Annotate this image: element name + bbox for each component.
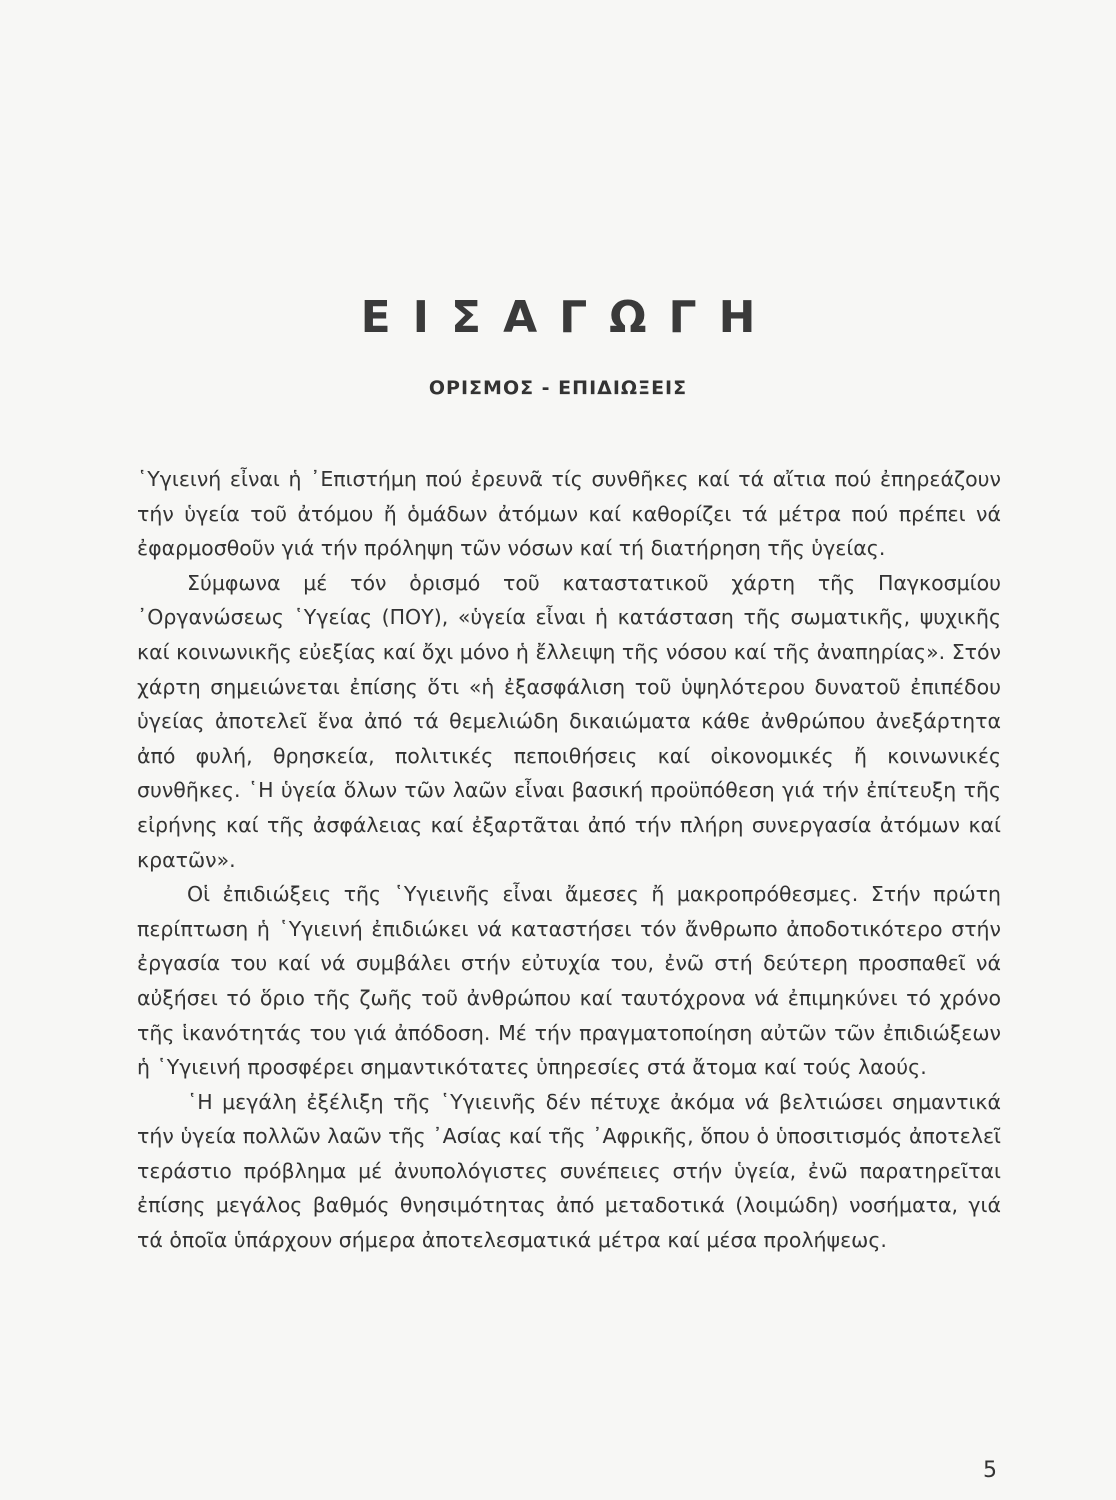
paragraph-definition: ῾Υγιεινή εἶναι ἡ ᾿Επιστήμη πού ἐρευνᾶ τίς συνθῆκες καί τά αἴτια πού ἐπηρεάζουν τήν ὑγεία τοῦ ἀτόμου ἤ ὁμάδων ἀτόμων καί καθορίζει τά μέτρα πού πρέπει νά ἐφαρμοσθοῦν γιά τήν πρόληψη τῶν νόσων καί τή διατήρηση τῆς ὑγείας. <box>137 467 1001 561</box>
paragraph-goals: Οἱ ἐπιδιώξεις τῆς ῾Υγιεινῆς εἶναι ἄμεσες ἤ μακροπρόθεσμες. Στήν πρώτη περίπτωση ἡ ῾Υγιεινή ἐπιδιώκει νά καταστήσει τόν ἄνθρωπο ἀποδοτικότερο στήν ἐργασία του καί νά συμβάλει στήν εὐτυχία του, ἐνῶ στή δεύτερη προσπαθεῖ νά αὐξήσει τό ὅριο τῆς ζωῆς τοῦ ἀνθρώπου καί ταυτόχρονα νά ἐπιμηκύνει τό χρόνο τῆς ἱκανότητάς του γιά ἀπόδοση. Μέ τήν πραγματοποίηση αὐτῶν τῶν ἐπιδιώξεων ἡ ῾Υγιεινή προσφέρει σημαντικότατες ὑπηρεσίες στά ἄτομα καί τούς λαούς. <box>137 882 1001 1080</box>
body-text <box>137 462 1001 1258</box>
section-title: ΟΡΙΣΜΟΣ - ΕΠΙΔΙΩΞΕΙΣ <box>428 377 688 399</box>
page-number: 5 <box>983 1458 997 1483</box>
paragraph-who-definition: Σύμφωνα μέ τόν ὁρισμό τοῦ καταστατικοῦ χάρτη τῆς Παγκοσμίου ᾿Οργανώσεως ῾Υγείας (ΠΟΥ), «ὑγεία εἶναι ἡ κατάσταση τῆς σωματικῆς, ψυχικῆς καί κοινωνικῆς εὐεξίας καί ὄχι μόνο ἡ ἔλλειψη τῆς νόσου καί τῆς ἀναπηρίας». Στόν χάρτη σημειώνεται ἐπίσης ὅτι «ἡ ἐξασφάλιση τοῦ ὑψηλότερου δυνατοῦ ἐπιπέδου ὑγείας ἀποτελεῖ ἕνα ἀπό τά θεμελιώδη δικαιώματα κάθε ἀνθρώπου ἀνεξάρτητα ἀπό φυλή, θρησκεία, πολιτικές πεποιθήσεις καί οἰκονομικές ἤ κοινωνικές συνθῆκες. ῾Η ὑγεία ὅλων τῶν λαῶν εἶναι βασική προϋπόθεση γιά τήν ἐπίτευξη τῆς εἰρήνης καί τῆς ἀσφάλειας καί ἐξαρτᾶται ἀπό τήν πλήρη συνεργασία ἀτόμων καί κρατῶν». <box>137 570 1001 872</box>
paragraph-asia-africa: ῾Η μεγάλη ἐξέλιξη τῆς ῾Υγιεινῆς δέν πέτυχε ἀκόμα νά βελτιώσει σημαντικά τήν ὑγεία πολλῶν λαῶν τῆς ᾿Ασίας καί τῆς ᾿Αφρικῆς, ὅπου ὁ ὑποσιτισμός ἀποτελεῖ τεράστιο πρόβλημα μέ ἀνυπολόγιστες συνέπειες στήν ὑγεία, ἐνῶ παρατηρεῖται ἐπίσης μεγάλος βαθμός θνησιμότητας ἀπό μεταδοτικά (λοιμώδη) νοσήματα, γιά τά ὁποῖα ὑπάρχουν σήμερα ἀποτελεσματικά μέτρα καί μέσα προλήψεως. <box>137 1089 1001 1253</box>
chapter-title: ΕΙΣΑΓΩΓΗ <box>360 292 778 343</box>
